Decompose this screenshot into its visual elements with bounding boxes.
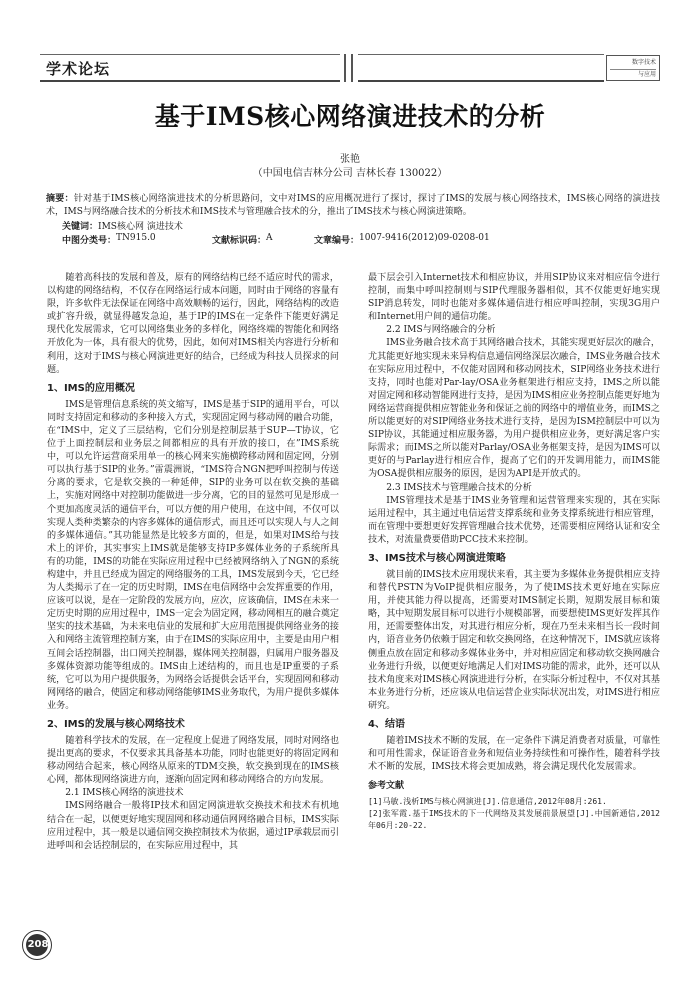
- header-rule-top: [40, 54, 340, 55]
- right-column: [368, 272, 660, 832]
- page-number-badge: [22, 930, 52, 960]
- section-3-text: 就目前的IMS技术应用现状来看，其主要为多媒体业务提供相应支持和替代PSTN为VoIP提供相应服务，为了使IMS技术更好地在实际应用，并使其能力得以提高，还需要对IMS制定长期，短期发展目标和策略，其中短期发展目标可以进行小规模部署，而要想使IMS更好发挥其作用，还需要整体出发，对其进行相应分析，现在乃至未来相当长一段时间内，语音业务仍依赖于固定和软交换网络，在这种情况下，IMS就应该将侧重点放在固定和移动多媒体业务中，并对相应固定和移动软交换网融合业务进行升级，以便更好地满足人们对IMS功能的需求，此外，还可以从技术角度来对IMS核心网演进进行分析，在实际分析过程中，不仅对其基本业务进行分析，还应该从电信运营企业实际状况出发，对IMS进行相应研究。: [368, 569, 660, 711]
- section-2-1-heading: 2.1 IMS核心网络的演进技术: [65, 788, 184, 799]
- abstract-label: 摘要：: [46, 194, 74, 204]
- header-rule-right-bottom: [358, 80, 604, 82]
- keywords-label: 关键词：: [62, 222, 99, 232]
- section-1-text: IMS是管理信息系统的英文缩写，IMS是基于SIP的通用平台，可以同时支持固定和移动的多种接入方式，实现固定网与移动网的融合功能，在“IMS中，定义了三层结构，它们分别是控制层基于SUP—T协议，它位于上面控制层和业务层之间都相应的具有开放的接口，在”IMS系统中，可以允许运营商采用单一的核心网来实施横跨移动网和固定网，分别可以执行基于SIP的业务。”雷震洲说，“IMS符合NGN把呼叫控制与传送分离的要求，它是软交换的一种延伸，SIP的业务可以在软交换的基础上，实施对网络中对控制功能做进一步分离，它的目的显然可见是形成一个更加高度灵活的通信平台，可以方便的用户使用，在这中间，不仅可以实现人类种类繁杂的内容多媒体的通信形式，而且还可以实现人与人之间的多媒体通信。”其功能显然是比较多方面的，但是，如果对IMS给与技术上的评价，其实事实上IMS就是能够支持IP多媒体业务的子系统所具有的功能，IMS的功能在实际应用过程中已经被网络纳入了NGN的系统构建中，并且已经成为固定的网络服务的工具，IMS发展到今天，它已经为人类揭示了在一定的历史时期，IMS在电信网络中会发挥重要的作用，应该可以说，是在一定阶段的发展方向，应次，应该确信，IMS在未来一定历史时期的应用过程中，IMS一定会为固定网，移动网相互的融合奠定坚实的技术基础，为未来电信业的发展和扩大应用范围提供网络业务的接入和网络主流管理控制方案，由于在IMS的实际应用中，主要是由用户相互间会话控制器，出口网关控制器，媒体网关控制器，归属用户服务器及多媒体资源功能等组成的。IMS由上述结构的，而且也是IP重要的子系统，它可以为用户提供服务，为网络会话提供会话平台，实现固网和移动网网络的融合，使固定和移动网络能够IMS业务取代，为用户提供多媒体业务。: [47, 399, 339, 711]
- articleno-value: 1007-9416(2012)09-0208-01: [359, 233, 490, 243]
- clc-value: TN915.0: [116, 233, 156, 243]
- page-number: 208: [27, 939, 49, 950]
- intro-paragraph: 随着高科技的发展和普及，原有的网络结构已经不适应时代的需求，以构建的网络结构，不仅存在网络运行成本问题，同时由于网络的容量有限，许多软件无法保证在网络中高效顺畅的运行，因此，网络结构的改造或扩容升级，就显得越发急迫，基于IP的IMS在一定条件下能更好满足现代化发展需求，它可以网络集业务的多样化，网络终端的智能化和网络开放化为一体，具有很大的优势，因此，如何对IMS相关内容进行分析和利用，这对于IMS与核心网演进更好的结合，已经成为科技人员探求的问题。: [47, 273, 339, 375]
- doccode-label: 文献标识码：: [212, 236, 267, 246]
- journal-badge: [606, 55, 660, 81]
- references-heading: 参考文献: [368, 781, 405, 792]
- section-2-1-text: IMS网络融合一般将IP技术和固定网演进软交换技术和技术有机地结合在一起，以便更好地实现固网和移动通信网网络融合目标，IMS实际应用过程中，其一般是以通信网交换控制技术为依据，通过IP承载层而引进呼叫和会话控制层的，在实际应用过程中，其: [47, 801, 339, 851]
- header-rule-right-top: [358, 54, 604, 55]
- author-name: 张艳: [340, 154, 360, 165]
- section-2-2-text: IMS业务融合技术高于其网络融合技术，其能实现更好层次的融合，尤其能更好地实现未来异构信息通信网络深层次融合，IMS业务融合技术在实际应用过程中，不仅能对固网和移动网技术，SIP网络业务技术进行支持，同时也能对Par-lay/OSA业务框架进行相应支持，IMS之所以能对固定网和移动智能网进行支持，是因为IMS相应业务控制点能更好地为网络运营商提供相应智能业务和保证之前的网络中的增值业务，而IMS之所以能更好的对SIP网络业务技术进行支持，是因为ISM控制层中可以为SIP协议，其能通过相应服务器，为用户提供相应业务，更好满足客户实际需求；而IMS之所以能对Parlay/OSA业务框架支持，是因为IMS可以更好的与Parlay进行相应合作，提高了它们的开发调用能力，而IMS能为OSA提供相应服务的原因，是因为API是开放式的。: [368, 338, 660, 480]
- articleno-label: 文章编号：: [314, 236, 360, 246]
- article-title: 基于IMS核心网络演进技术的分析: [154, 102, 546, 131]
- abstract: [46, 193, 660, 219]
- section-4-heading: 4、结语: [368, 719, 405, 730]
- header-rule-bottom: [40, 80, 340, 82]
- reference-2: [2]张军霞.基于IMS技术的下一代网络及其发展前景展望[J].中国新通信,2012年06月:20-22.: [368, 809, 660, 831]
- author-affiliation: （中国电信吉林分公司 吉林长春 130022）: [252, 168, 448, 179]
- section-label: 学术论坛: [46, 60, 111, 78]
- section-3-heading: 3、IMS技术与核心网演进策略: [368, 552, 506, 564]
- header-bars-ornament: [342, 54, 356, 82]
- keywords: [62, 219, 183, 232]
- continued-paragraph: 最下层会引入Internet技术和相应协议，并用SIP协议来对相应信令进行控制，而集中呼叫控制则与SIP代理服务器相似，其不仅能更好地实现SIP消息转发，同时也能对多媒体通信进行相应呼叫控制，实现3G用户和Internet用户间的通信功能。: [368, 273, 660, 323]
- section-2-2-heading: 2.2 IMS与网络融合的分析: [386, 325, 496, 336]
- section-2-heading: 2、IMS的发展与核心网络技术: [47, 719, 185, 730]
- section-4-text: 随着IMS技术不断的发展，在一定条件下满足消费者对质量，可靠性和可用性需求，保证语音业务和短信业务持续性和可操作性，随着科学技术不断的发展，IMS技术将会更加成熟，将会满足现代化发展需求。: [368, 736, 660, 773]
- abstract-text: 针对基于IMS核心网络演进技术的分析思路问，文中对IMS的应用概况进行了探讨，探讨了IMS的发展与核心网络技术，IMS核心网络的演进技术，IMS与网络融合技术的分析技术和IMS技术与管理融合技术的分，推出了IMS技术与核心网演进策略。: [46, 194, 660, 217]
- section-2-3-heading: 2.3 IMS技术与管理融合技术的分析: [386, 482, 532, 493]
- badge-line-2: 与应用: [610, 69, 656, 80]
- section-2-text: 随着科学技术的发展，在一定程度上促进了网络发展，同时对网络也提出更高的要求，不仅要求其具备基本功能，同时也能更好的将固定网和移动网结合起来，核心网络从原来的TDM交换，软交换到现在的IMS核心网，都体现网络演进方向，逐渐向固定网和移动网络合的方向发展。: [47, 736, 339, 786]
- doccode-value: A: [266, 233, 273, 243]
- keywords-text: IMS核心网 演进技术: [98, 222, 183, 232]
- section-2-3-text: IMS管理技术是基于IMS业务管理和运营管理来实现的，其在实际运用过程中，其主通过电信运营支撑系统和业务支撑系统进行相应管理，而在管理中要想更好发挥管理融合技术优势，还需要相应网络认证和安全技术，对流量费要借助PCC技术来控制。: [368, 495, 660, 545]
- section-1-heading: 1、IMS的应用概况: [47, 382, 135, 394]
- clc-label: 中图分类号：: [62, 236, 117, 246]
- left-column: [47, 272, 339, 853]
- reference-1: [1]马敏.浅析IMS与核心网演进[J].信息通信,2012年08月:261.: [368, 797, 607, 807]
- badge-line-1: 数字技术: [631, 59, 656, 66]
